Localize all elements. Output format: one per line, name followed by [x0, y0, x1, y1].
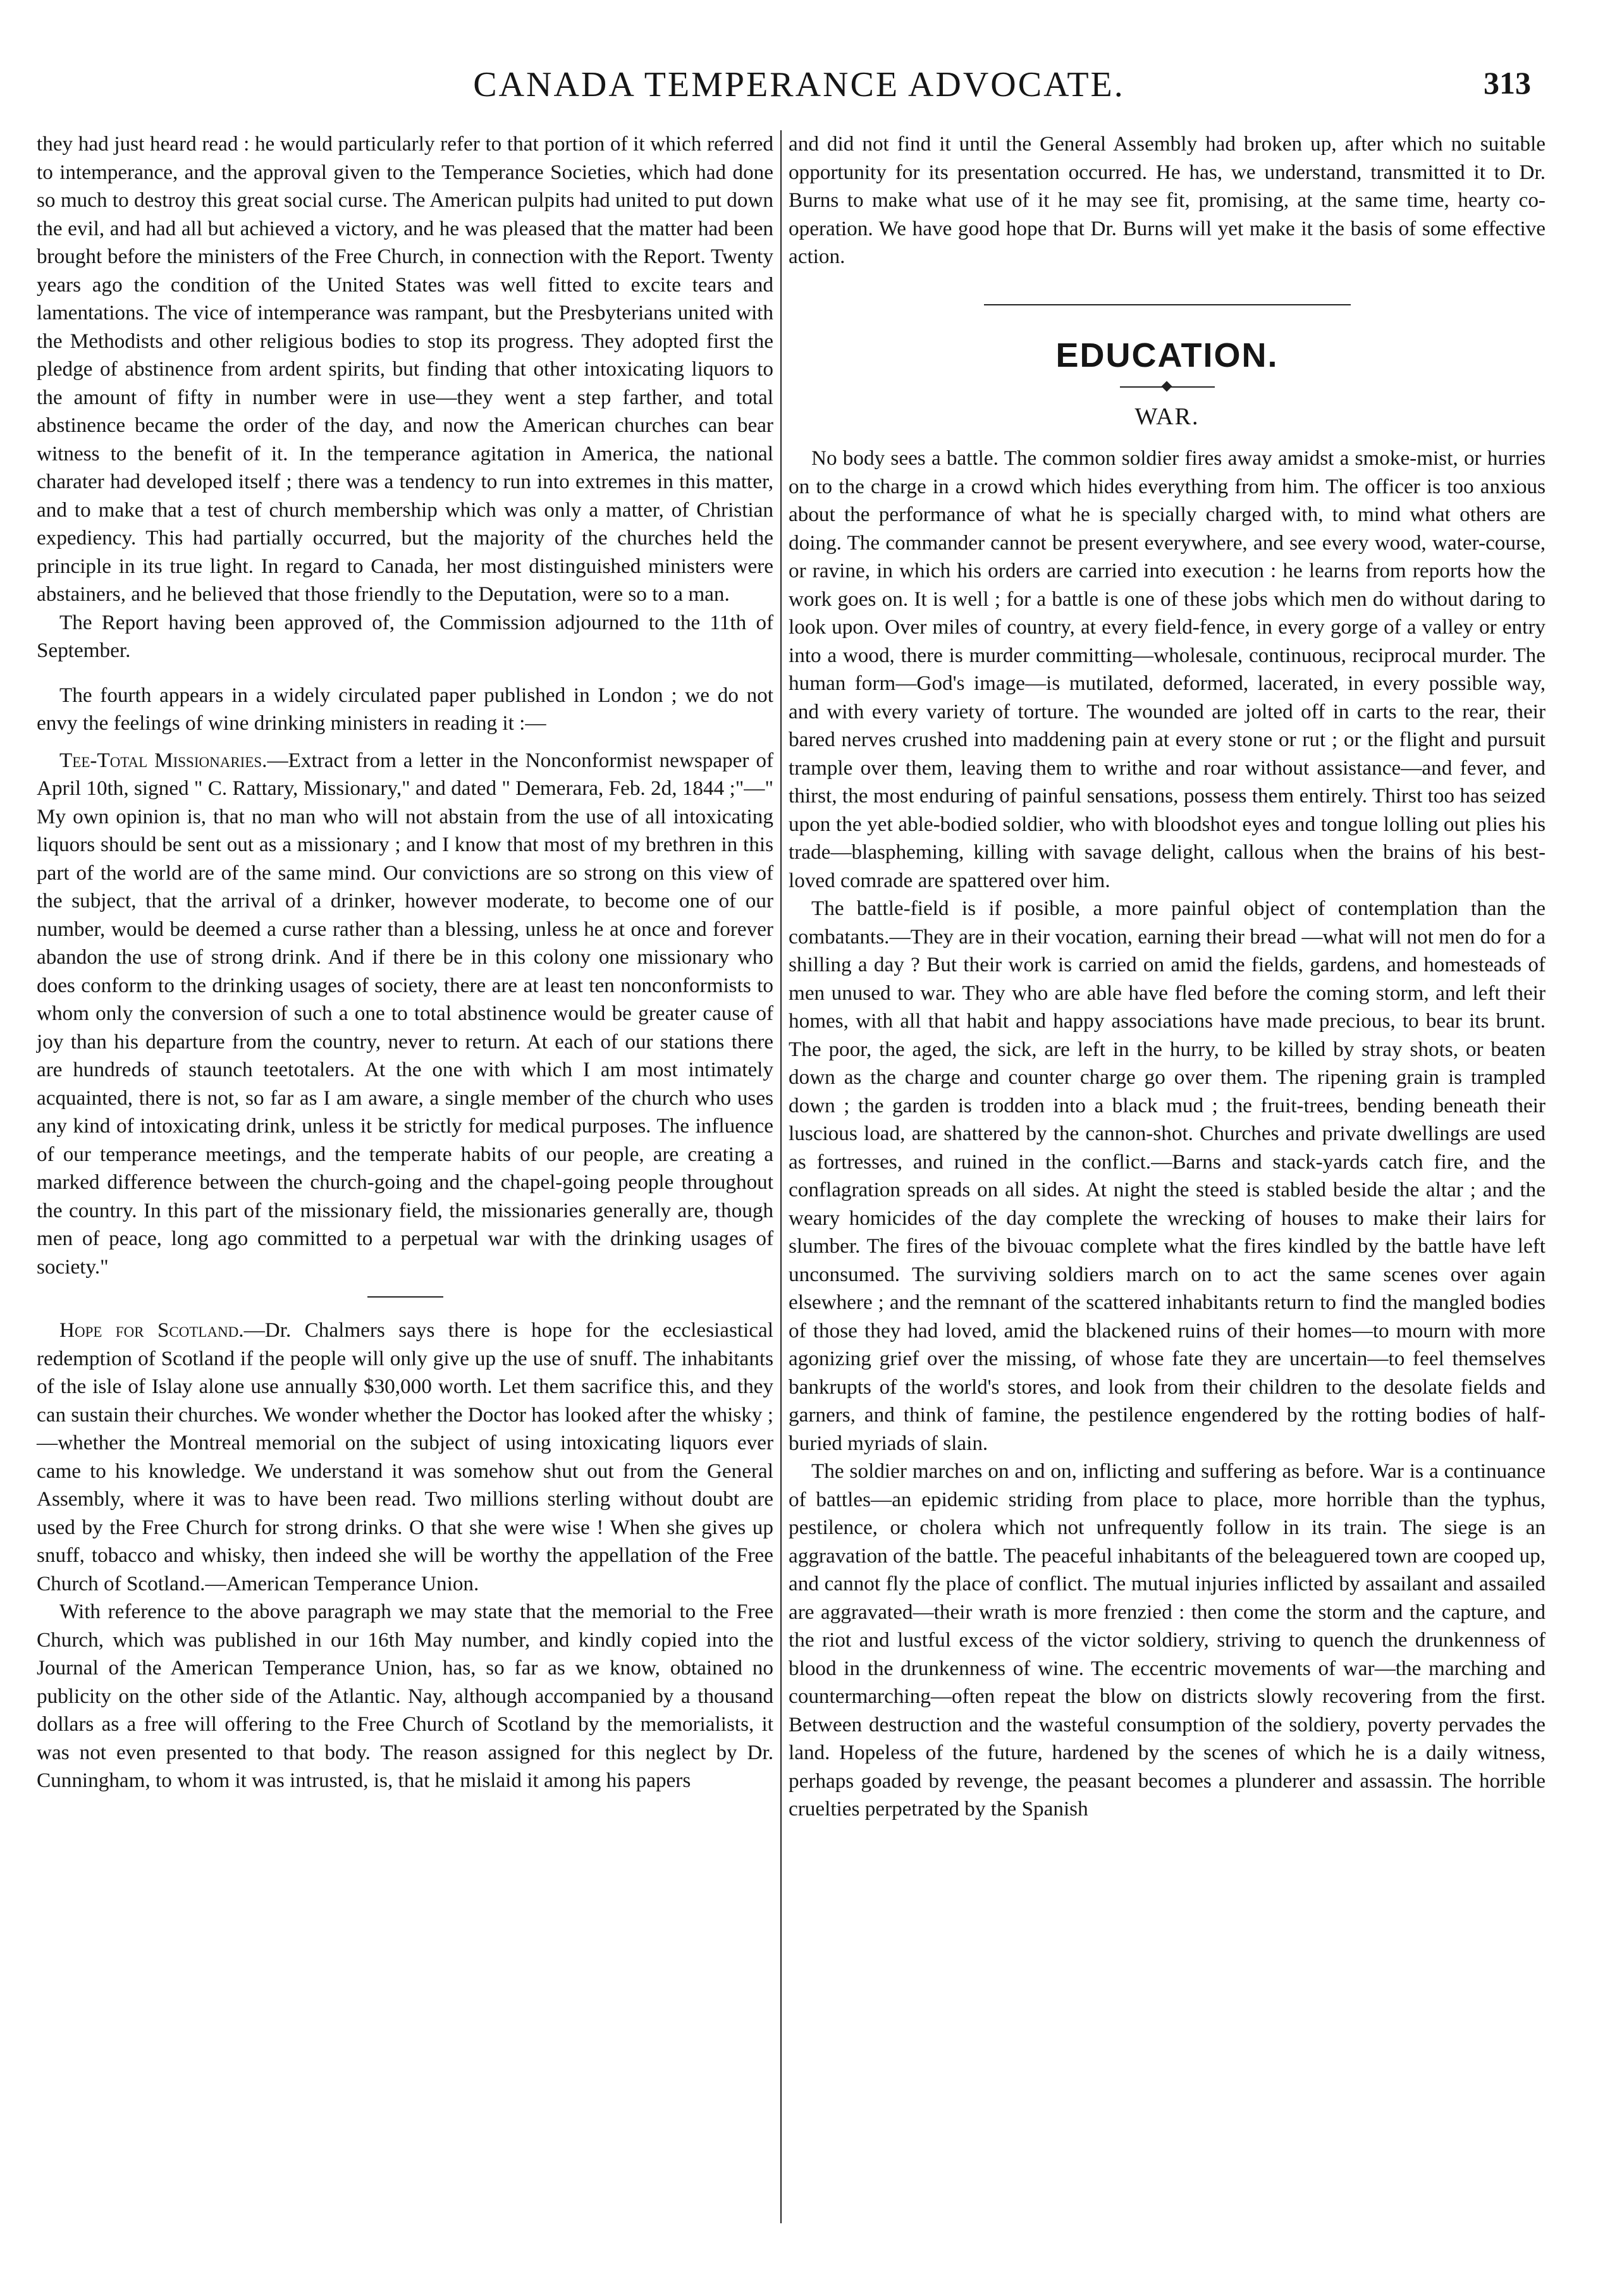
- page-number: 313: [1484, 65, 1531, 101]
- separator-rule: [984, 304, 1351, 305]
- column-divider: [780, 130, 782, 2223]
- item-body: —Dr. Chalmers says there is hope for the ecclesiastical redemption of Scotland if the people will only give up the use of snuff. The inhabitants of the isle of Islay alone use annually $30,000 worth. Let them sacrifice this, and they can sustain their churches. We wonder whether the Doctor has looked after the whisky ;—whether the Montreal memorial on the subject of using intoxicating liquors ever came to his knowledge. We understand it was somehow shut out from the General Assembly, where it was to have been read. Two millions sterling without doubt are used by the Free Church for strong drinks. O that she were wise ! When she gives up snuff, tobacco and whisky, then indeed she will be worthy the appellation of the Free Church of Scotland.—American Temperance Union.: [37, 1318, 773, 1595]
- right-column: [789, 130, 1546, 1824]
- article-paragraph: The Report having been approved of, the Commission adjourned to the 11th of September.: [37, 610, 773, 662]
- page-title: CANADA TEMPERANCE ADVOCATE.: [473, 65, 1125, 104]
- title-ornament: [1120, 383, 1215, 391]
- item-heading: Hope for Scotland.: [59, 1318, 244, 1342]
- article-paragraph: [37, 747, 773, 1282]
- article-paragraph: The fourth appears in a widely circulated paper published in London ; we do not envy the feelings of wine drinking ministers in reading it :—: [37, 683, 773, 735]
- article-paragraph: No body sees a battle. The common soldier fires away amidst a smoke-mist, or hurries on to the charge in a crowd which hides everything from him. The officer is too anxious about the performance of what he is specially charged with, to mind what others are doing. The commander cannot be present everywhere, and see every wood, water-course, or ravine, in which his orders are carried into execution : he learns from reports how the work goes on. It is well ; for a battle is one of these jobs which men do without daring to look upon. Over miles of country, at every field-fence, in every gorge of a valley or entry into a wood, there is murder committing—wholesale, continuous, reciprocal murder. The human form—God's image—is mutilated, deformed, lacerated, in every possible way, and with every variety of torture. The wounded are jolted off in carts to the rear, their bared nerves crushed into maddening pain at every stone or rut ; or the flight and pursuit trample over them, leaving them to writhe and roar without assistance—and fever, and thirst, the most enduring of painful sensations, possess them entirely. Thirst too has seized upon the yet able-bodied soldier, who with bloodshot eyes and tongue lolling out plies his trade—blaspheming, killing with savage delight, callous when the brains of his best-loved comrade are spattered over him.: [789, 446, 1546, 892]
- article-paragraph: [37, 1317, 773, 1598]
- article-paragraph: With reference to the above paragraph we may state that the memorial to the Free Church, which was published in our 16th May number, and kindly copied into the Journal of the American Temperance Union, has, so far as we know, obtained no publicity on the other side of the Atlantic. Nay, although accompanied by a thousand dollars as a free will offering to the Free Church of Scotland by the memorialists, it was not even presented to that body. The reason assigned for this neglect by Dr. Cunningham, to whom it was intrusted, is, that he mislaid it among his papers: [37, 1600, 773, 1792]
- article-paragraph: and did not find it until the General Assembly had broken up, after which no suitable opportunity for its presentation occurred. He has, we understand, transmitted it to Dr. Burns to make what use of it he may see fit, promising, at the same time, hearty co-operation. We have good hope that Dr. Burns will yet make it the basis of some effective action.: [789, 132, 1546, 268]
- article-paragraph: The battle-field is if posible, a more painful object of contemplation than the combatants.—They are in their vocation, earning their bread —what will not men do for a shilling a day ? But their work is carried on amid the fields, gardens, and homesteads of men unused to war. They who are able have fled before the coming storm, and left their homes, with all that habit and happy associations have made precious, to bear its brunt. The poor, the aged, the sick, are left in the hurry, to be killed by stray shots, or beaten down as the charge and counter charge go over them. The ripening grain is trampled down ; the garden is trodden into a black mud ; the fruit-trees, bending beneath their luscious load, are shattered by the cannon-shot. Churches and private dwellings are used as fortresses, and ruined in the conflict.—Barns and stack-yards catch fire, and the conflagration spreads on all sides. At night the steed is stabled beside the altar ; and the weary homicides of the day complete the wrecking of houses to make their lairs for slumber. The fires of the bivouac complete what the fires kindled by the battle have left unconsumed. The surviving soldiers march on to act the same scenes over again elsewhere ; and the remnant of the scattered inhabitants return to find the mangled bodies of those they had loved, amid the blackened ruins of their homes—to mourn with more agonizing grief over the missing, of whose fate they are uncertain—to feel themselves bankrupts of the world's stores, and look from their children to the desolate fields and garners, and think of famine, the pestilence engendered by the rotting bodies of half-buried myriads of slain.: [789, 897, 1546, 1455]
- item-body: —Extract from a letter in the Nonconformist newspaper of April 10th, signed " C. Rattary, Missionary," and dated " Demerara, Feb. 2d, 1844 ;"—" My own opinion is, that no man who will not abstain from the use of all intoxicating liquors should be sent out as a missionary ; and I know that most of my brethren in this part of the world are of the same mind. Our convictions are so strong on this view of the subject, that the arrival of a drinker, however moderate, to become one of our number, would be deemed a curse rather than a blessing, unless he at once and forever abandon the use of strong drink. And if there be in this colony one missionary who does conform to the drinking usages of society, there are at least ten nonconformists to whom only the conversion of such a one to total abstinence would be greater cause of joy than his departure from the country, never to return. At each of our stations there are hundreds of staunch teetotalers. At the one with which I am most intimately acquainted, there is not, so far as I am aware, a single member of the church who uses any kind of intoxicating drink, unless it be strictly for medical purposes. The influence of our temperance meetings, and the temperate habits of our people, are creating a marked difference between the church-going and the chapel-going people throughout the country. In this part of the missionary field, the missionaries generally are, though men of peace, long ago committed to a perpetual war with the drinking usages of society.": [37, 748, 773, 1279]
- section-title: EDUCATION.: [1055, 336, 1279, 374]
- article-paragraph: they had just heard read : he would particularly refer to that portion of it which referred to intemperance, and the approval given to the Temperance Societies, which had done so much to destroy this great social curse. The American pulpits had united to put down the evil, and had all but achieved a victory, and he was pleased that the matter had been brought before the ministers of the Free Church, in connection with the Report. Twenty years ago the condition of the United States was well fitted to excite tears and lamentations. The vice of intemperance was rampant, but the Presbyterians united with the Methodists and other religious bodies to stop its progress. They adopted first the pledge of abstinence from ardent spirits, but finding that other intoxicating liquors to the amount of fifty in number were in use—they went a step farther, and total abstinence became the order of the day, and now the American churches can bear witness to the benefit of it. In the temperance agitation in America, the national charater had developed itself ; there was a tendency to run into extremes in this matter, and to make that a test of church membership which was only a matter, of Christian expediency. This had partially occurred, but the majority of the churches held the principle in its true light. In regard to Canada, her most distinguished ministers were abstainers, and he believed that those friendly to the Deputation, were so to a man.: [37, 132, 773, 606]
- article-subhead: WAR.: [1134, 403, 1200, 430]
- separator-rule: [367, 1296, 443, 1298]
- left-column: [37, 130, 773, 1795]
- item-heading: Tee-Total Missionaries.: [59, 748, 267, 772]
- page-header: [37, 58, 1561, 115]
- article-paragraph: The soldier marches on and on, inflicting and suffering as before. War is a continuance of battles—an epidemic striding from place to place, more horrible than the typhus, pestilence, or cholera which not unfrequently follow in its train. The siege is an aggravation of the battle. The peaceful inhabitants of the beleaguered town are cooped up, and cannot fly the place of conflict. The mutual injuries inflicted by assailant and assailed are aggravated—their wrath is more frenzied : then come the storm and the capture, and the riot and lustful excess of the victor soldiery, striving to quench the drunkenness of blood in the drunkenness of wine. The eccentric movements of war—the marching and countermarching—often repeat the blow on districts slowly recovering from the first. Between destruction and the wasteful consumption of the soldiery, poverty pervades the land. Hopeless of the future, hardened by the scenes of which he is a daily witness, perhaps goaded by revenge, the peasant becomes a plunderer and assassin. The horrible cruelties perpetrated by the Spanish: [789, 1459, 1546, 1820]
